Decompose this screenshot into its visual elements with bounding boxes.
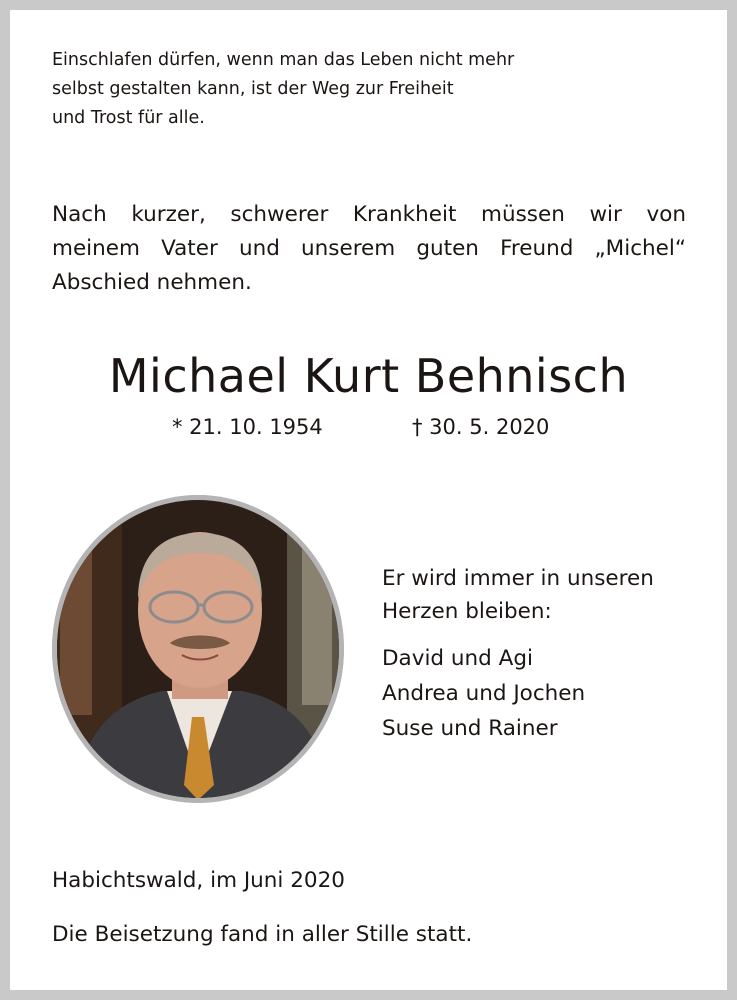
portrait-photo — [52, 495, 344, 803]
place-and-date: Habichtswald, im Juni 2020 — [52, 868, 345, 893]
death-date: † 30. 5. 2020 — [412, 415, 550, 439]
motto-quote — [52, 46, 514, 133]
motto-line: selbst gestalten kann, ist der Weg zur Freiheit — [52, 79, 454, 99]
burial-note: Die Beisetzung fand in aller Stille statt. — [52, 922, 473, 947]
mourner-name: David und Agi — [382, 646, 533, 671]
intro-line: meinem Vater und unserem guten Freund „Michel“ — [52, 236, 686, 261]
mourners-list — [382, 641, 585, 746]
remembrance-line: Herzen bleiben: — [382, 599, 552, 624]
intro-line: Abschied nehmen. — [52, 270, 252, 295]
motto-line: Einschlafen dürfen, wenn man das Leben nicht mehr — [52, 50, 515, 70]
mourner-name: Andrea und Jochen — [382, 681, 586, 706]
mourner-name: Suse und Rainer — [382, 716, 558, 741]
obituary-card — [10, 10, 727, 990]
motto-line: und Trost für alle. — [52, 108, 205, 128]
remembrance-line: Er wird immer in unseren — [382, 566, 654, 591]
remembrance-text — [382, 562, 654, 628]
birth-date: * 21. 10. 1954 — [172, 415, 323, 439]
deceased-name: Michael Kurt Behnisch — [108, 349, 629, 403]
intro-text — [52, 198, 686, 300]
intro-line: Nach kurzer, schwerer Krankheit müssen wir von — [52, 202, 686, 227]
